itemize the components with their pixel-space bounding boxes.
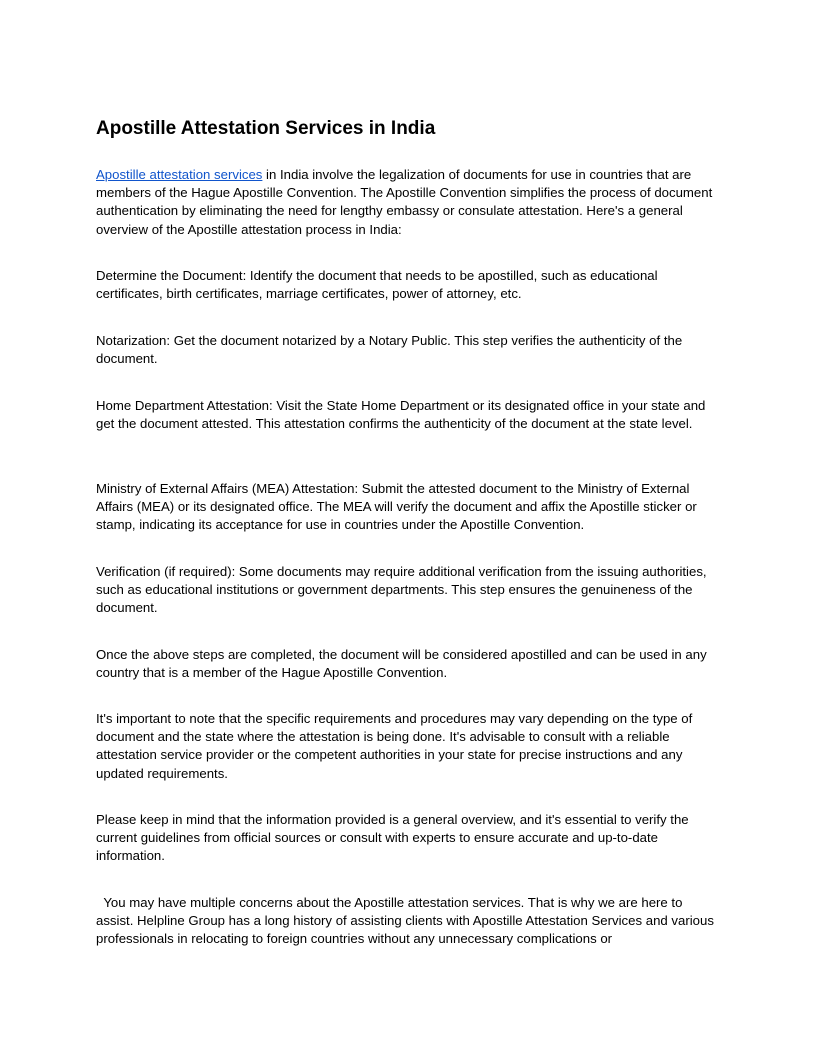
closing-paragraph-helpline: You may have multiple concerns about the Apostille attestation services. That is why we are here to assist. Helpline Group has a long history of assisting clients with Apostille Attestation Services and various professionals in relocating to foreign countries without any unnecessary complications or bbox=[96, 895, 718, 947]
step-notarization: Notarization: Get the document notarized by a Notary Public. This step verifies the authenticity of the document. bbox=[96, 333, 683, 367]
closing-paragraph-requirements: It's important to note that the specific requirements and procedures may vary depending on the type of document and the state where the attestation is being done. It's advisable to consult with a reliable attestation service provider or the competent authorities in your state for precise instructions and any updated requirements. bbox=[96, 711, 693, 781]
intro-paragraph bbox=[96, 166, 720, 239]
step-home-department: Home Department Attestation: Visit the State Home Department or its designated office in your state and get the document attested. This attestation confirms the authenticity of the document at the state level. bbox=[96, 398, 706, 432]
intro-text: in India involve the legalization of documents for use in countries that are members of the Hague Apostille Convention. The Apostille Convention simplifies the process of document authentication by eliminating the need for lengthy embassy or consulate attestation. Here's a general overview of the Apostille attestation process in India: bbox=[96, 167, 713, 237]
step-mea-attestation: Ministry of External Affairs (MEA) Attestation: Submit the attested document to the Ministry of External Affairs (MEA) or its designated office. The MEA will verify the document and affix the Apostille sticker or stamp, indicating its acceptance for use in countries under the Apostille Convention. bbox=[96, 481, 697, 533]
closing-paragraph-disclaimer: Please keep in mind that the information provided is a general overview, and it's essential to verify the current guidelines from official sources or consult with experts to ensure accurate and up-to-date information. bbox=[96, 812, 689, 864]
page-title: Apostille Attestation Services in India bbox=[96, 118, 436, 139]
step-determine-document: Determine the Document: Identify the document that needs to be apostilled, such as educational certificates, birth certificates, marriage certificates, power of attorney, etc. bbox=[96, 268, 658, 302]
closing-paragraph-completed: Once the above steps are completed, the document will be considered apostilled and can be used in any country that is a member of the Hague Apostille Convention. bbox=[96, 647, 707, 681]
apostille-services-link[interactable]: Apostille attestation services bbox=[96, 167, 263, 182]
step-verification: Verification (if required): Some documents may require additional verification from the issuing authorities, such as educational institutions or government departments. This step ensures the genuineness of the document. bbox=[96, 564, 707, 616]
